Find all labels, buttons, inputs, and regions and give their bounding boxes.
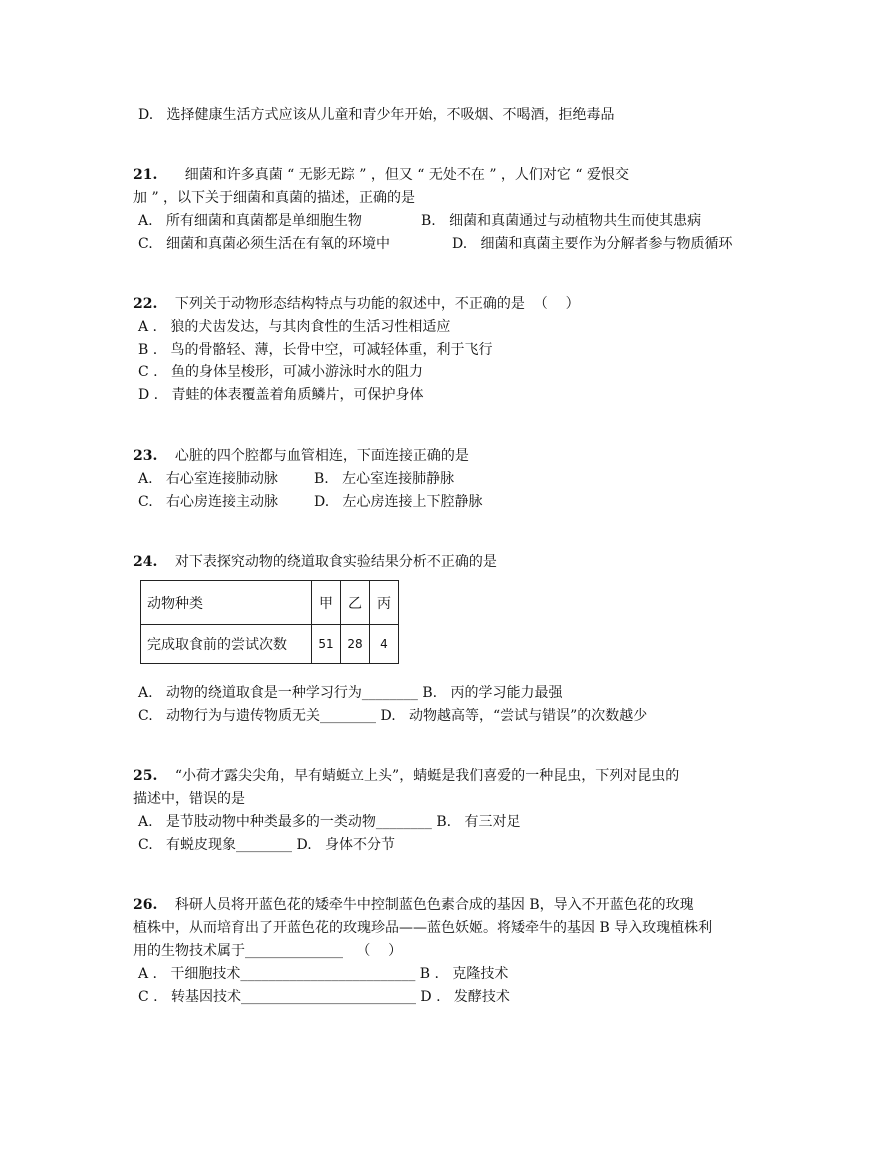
table-cell: 28 bbox=[341, 625, 370, 664]
option-d: D. 左心房连接上下腔静脉 bbox=[314, 494, 483, 510]
option-b: B . 鸟的骨骼轻、薄，长骨中空，可减轻体重，利于飞行 bbox=[138, 342, 493, 358]
table-cell: 完成取食前的尝试次数 bbox=[141, 625, 312, 664]
q20-option-d: D. 选择健康生活方式应该从儿童和青少年开始，不吸烟、不喝酒，拒绝毒品 bbox=[138, 107, 615, 123]
table-cell: 甲 bbox=[312, 581, 341, 625]
table-row bbox=[141, 581, 399, 625]
question-number: 23. bbox=[133, 448, 158, 464]
question-stem: “小荷才露尖尖角，早有蜻蜓立上头”，蜻蜓是我们喜爱的一种昆虫，下列对昆虫的 bbox=[166, 768, 680, 784]
option-c-d: C . 转基因技术_________________________ D . 发酵技术 bbox=[138, 989, 510, 1005]
option-c-d: C. 有蜕皮现象________ D. 身体不分节 bbox=[138, 837, 395, 853]
option-d: D . 青蛙的体表覆盖着角质鳞片，可保护身体 bbox=[138, 387, 424, 403]
option-a: A. 右心室连接肺动脉 bbox=[138, 471, 278, 487]
option-a-b: A. 是节肢动物中种类最多的一类动物________ B. 有三对足 bbox=[138, 814, 521, 830]
question-number: 26. bbox=[133, 897, 158, 913]
question-stem: 植株中，从而培育出了开蓝色花的玫瑰珍品——蓝色妖姬。将矮牵牛的基因 B 导入玫瑰植株利 bbox=[133, 920, 713, 936]
option-a-b: A . 干细胞技术_________________________ B . 克隆技术 bbox=[138, 966, 509, 982]
option-a: A . 狼的犬齿发达，与其肉食性的生活习性相适应 bbox=[138, 319, 451, 335]
question-number: 25. bbox=[133, 768, 158, 784]
question-stem: 科研人员将开蓝色花的矮牵牛中控制蓝色色素合成的基因 B，导入不开蓝色花的玫瑰 bbox=[166, 897, 694, 913]
table-cell: 动物种类 bbox=[141, 581, 312, 625]
question-stem: 对下表探究动物的绕道取食实验结果分析不正确的是 bbox=[166, 554, 497, 570]
option-c: C . 鱼的身体呈梭形，可减小游泳时水的阻力 bbox=[138, 364, 423, 380]
table-row bbox=[141, 625, 399, 664]
question-number: 24. bbox=[133, 554, 158, 570]
option-b: B. 细菌和真菌通过与动植物共生而使其患病 bbox=[421, 213, 702, 229]
option-a: A. 所有细菌和真菌都是单细胞生物 bbox=[138, 213, 362, 229]
question-stem: 描述中，错误的是 bbox=[133, 791, 245, 807]
question-stem: 加 ” ，以下关于细菌和真菌的描述，正确的是 bbox=[133, 190, 416, 206]
question-stem: 下列关于动物形态结构特点与功能的叙述中，不正确的是 （ ） bbox=[166, 296, 580, 312]
table-cell: 丙 bbox=[370, 581, 399, 625]
table-cell: 乙 bbox=[341, 581, 370, 625]
table-cell: 51 bbox=[312, 625, 341, 664]
question-stem: 细菌和许多真菌 “ 无影无踪 ” ，但又 “ 无处不在 ” ，人们对它 “ 爱恨交 bbox=[158, 167, 629, 183]
option-a-b: A. 动物的绕道取食是一种学习行为________ B. 丙的学习能力最强 bbox=[138, 685, 563, 701]
question-number: 22. bbox=[133, 296, 158, 312]
question-number: 21. bbox=[133, 167, 158, 183]
question-stem: 用的生物技术属于______________ （ ） bbox=[133, 943, 403, 959]
option-c-d: C. 动物行为与遗传物质无关________ D. 动物越高等，“尝试与错误”的次数越少 bbox=[138, 708, 648, 724]
option-c: C. 右心房连接主动脉 bbox=[138, 494, 279, 510]
option-d: D. 细菌和真菌主要作为分解者参与物质循环 bbox=[452, 236, 733, 252]
experiment-table bbox=[140, 580, 399, 664]
option-c: C. 细菌和真菌必须生活在有氧的环境中 bbox=[138, 236, 391, 252]
table-cell: 4 bbox=[370, 625, 399, 664]
question-stem: 心脏的四个腔都与血管相连，下面连接正确的是 bbox=[166, 448, 469, 464]
option-b: B. 左心室连接肺静脉 bbox=[314, 471, 455, 487]
